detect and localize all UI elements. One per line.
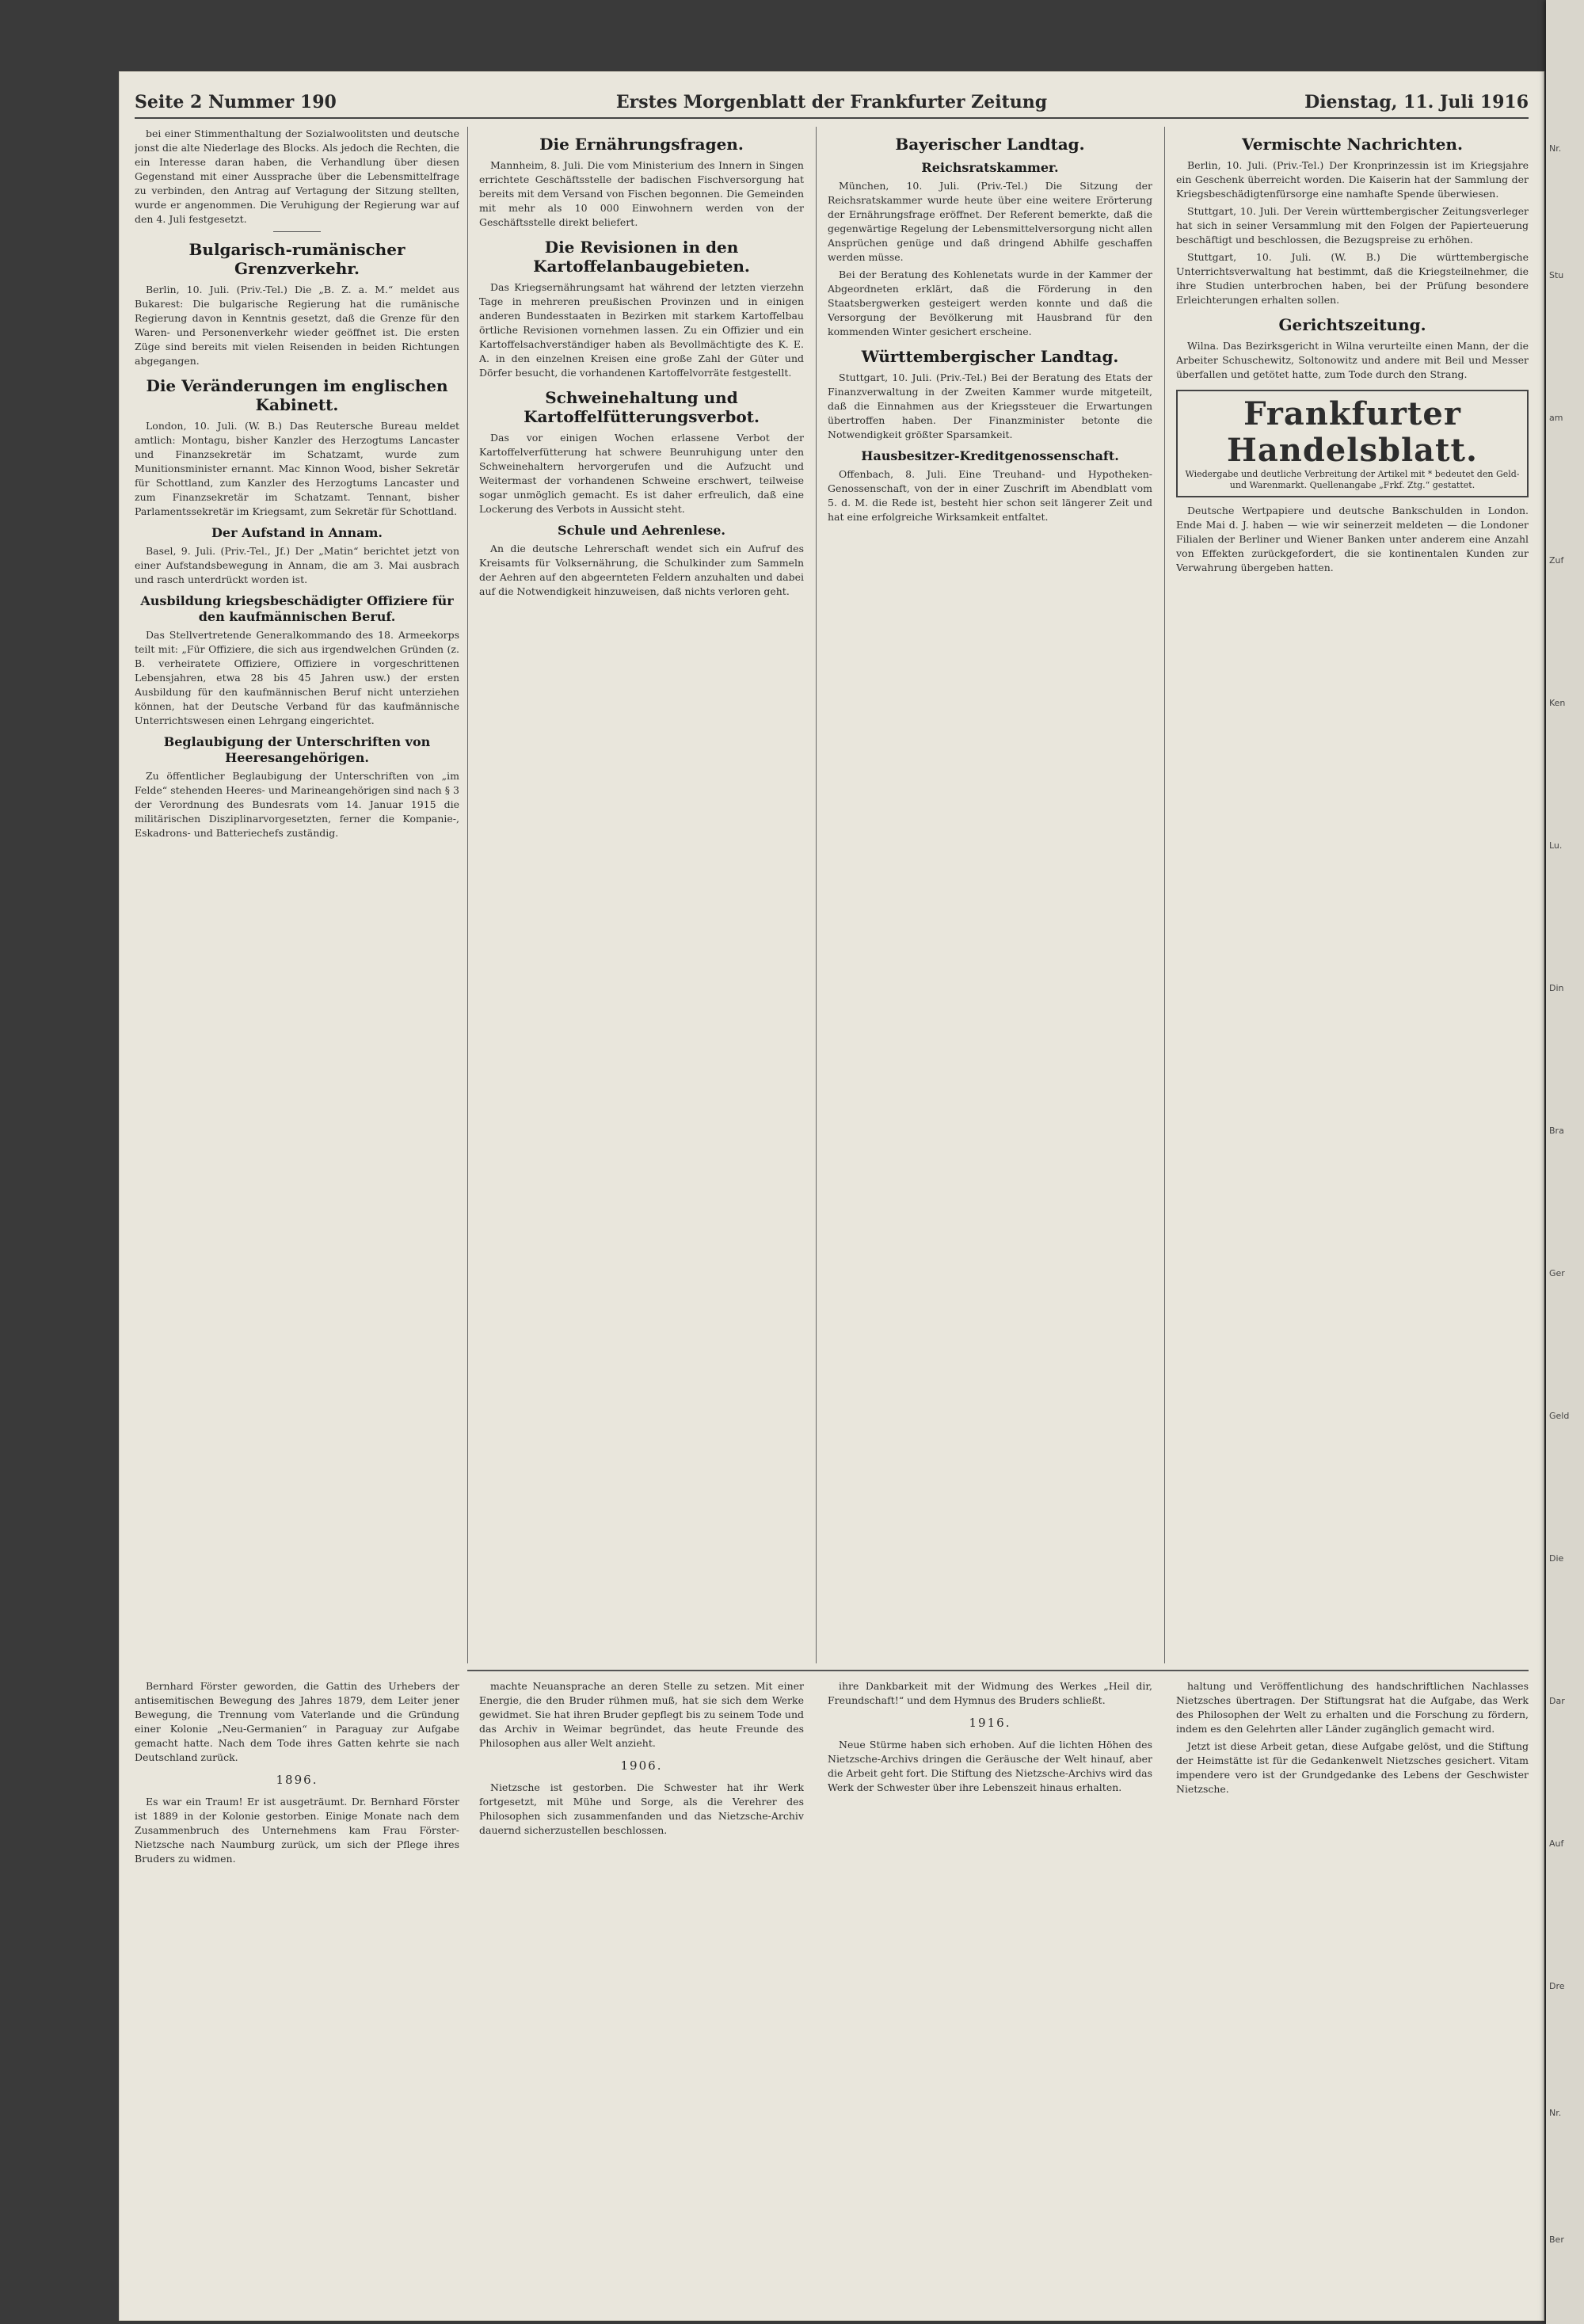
article-text: An die deutsche Lehrerschaft wendet sich ein Aufruf des Kreisamts für Volksernährung, die Schulkinder zum Sammeln der Aehren auf den abgeernteten Feldern anzuhalten und dabei auf die Notwendigkeit hinzuweisen, daß nichts verloren geht. (479, 543, 804, 597)
newspaper-masthead: Erstes Morgenblatt der Frankfurter Zeitung (615, 92, 1048, 112)
article-headline: Die Revisionen in den Kartoffelanbaugebieten. (533, 238, 750, 276)
page-header (135, 87, 1529, 119)
article-headline: Hausbesitzer-Kreditgenossenschaft. (861, 448, 1119, 463)
article-headline: Die Veränderungen im englischen Kabinett. (146, 376, 448, 414)
section-year: 1916. (969, 1716, 1011, 1730)
article-text: Zu öffentlicher Beglaubigung der Unterschriften von „im Felde“ stehenden Heeres- und Marineangehörigen sind nach § 3 der Verordnung des Bundesrats vom 14. Januar 1915 die militärischen Disziplinarvorgesetzten, ferner die Kompanie-, Eskadrons- und Batteriechefs zuständig. (135, 770, 459, 839)
feuilleton-text: Bernhard Förster geworden, die Gattin des Urhebers der antisemitischen Bewegung des Jahres 1879, dem Leiter jener Bewegung, die Trennung vom Vaterlande und die Gründung einer Kolonie „Neu-Germanien“ in Paraguay zur Aufgabe gemacht hatte. Nach dem Tode ihres Gatten kehrte sie nach Deutschland zurück. (135, 1680, 459, 1763)
fragment: Ken (1549, 698, 1566, 708)
column-1 (135, 127, 459, 1671)
feuilleton-text: Es war ein Traum! Er ist ausgeträumt. Dr. Bernhard Förster ist 1889 in der Kolonie gestorben. Einige Monate nach dem Zusammenbruch des Unternehmens kam Frau Förster-Nietzsche nach Naumburg zurück, um sich der Pflege ihres Bruders zu widmen. (135, 1796, 459, 1865)
feuilleton-column-1 (135, 1679, 459, 2321)
issue-date: Dienstag, 11. Juli 1916 (1304, 92, 1529, 112)
article-text: bei einer Stimmenthaltung der Sozialwoolitsten und deutsche jonst die alte Niederlage des Blocks. Als jedoch die Rechten, die ein Interesse daran haben, die Verhandlung über diesen Gegenstand mit einer Aussprache über die Lebensmittelfrage zu verbinden, den Antrag auf Vertagung der Sitzung stellten, wurde er angenommen. Die Veruhigung der Regierung war auf den 4. Juli festgesetzt. (135, 128, 459, 225)
article-text: München, 10. Juli. (Priv.-Tel.) Die Sitzung der Reichsratskammer wurde heute über eine weitere Erörterung der Ernährungsfrage eröffnet. Der Referent bemerkte, daß die gegenwärtige Regelung der Lebensmittelversorgung nicht allen Ansprüchen genüge und daß dringend Abhilfe geschaffen werden müsse. (828, 180, 1152, 263)
article-text: Das Stellvertretende Generalkommando des 18. Armeekorps teilt mit: „Für Offiziere, die sich aus irgendwelchen Gründen (z. B. verheiratete Offiziere, Offiziere in vorgeschrittenen Lebensjahren, etwa 28 bis 45 Jahren usw.) der ersten Ausbildung für den kaufmännischen Beruf nicht unterziehen können, hat der Deutsche Verband für das kaufmännische Unterrichtswesen einen Lehrgang eingerichtet. (135, 629, 459, 726)
column-3 (828, 127, 1152, 1671)
article-headline: Die Ernährungsfragen. (539, 135, 744, 154)
article-text: Wilna. Das Bezirksgericht in Wilna verurteilte einen Mann, der die Arbeiter Schuschewitz, Soltonowitz und andere mit Beil und Messer überfallen und getötet hatte, zum Tode durch den Strang. (1176, 340, 1529, 380)
column-rule (467, 127, 468, 1663)
feuilleton-text: machte Neuansprache an deren Stelle zu setzen. Mit einer Energie, die den Bruder rühmen muß, hat sie sich dem Werke gewidmet. Sie hat ihren Bruder gepflegt bis zu seinem Tode und das Archiv in Weimar begründet, das heute Freunde des Philosophen aus aller Welt anzieht. (479, 1680, 804, 1749)
column-rule (1164, 127, 1165, 1663)
fragment: Stu (1549, 270, 1564, 280)
feuilleton-column-2 (479, 1679, 804, 2321)
article-text: Mannheim, 8. Juli. Die vom Ministerium des Innern in Singen errichtete Geschäftsstelle der badischen Fischversorgung hat bereits mit dem Versand von Fischen begonnen. Die Gemeinden mit mehr als 10 000 Einwohnern werden von der Geschäftsstelle direkt beliefert. (479, 159, 804, 228)
page-number: Seite 2 Nummer 190 (135, 92, 337, 112)
adjacent-page-strip (1546, 0, 1584, 2324)
article-text: Das vor einigen Wochen erlassene Verbot der Kartoffelverfütterung hat schwere Beunruhigung unter den Schweinehaltern hervorgerufen und die Aufzucht und Weitermast der vorhandenen Schweine erschwert, teilweise sogar unmöglich gemacht. Es ist daher erfreulich, daß eine Lockerung des Verbots in Aussicht steht. (479, 432, 804, 515)
handelsblatt-masthead (1176, 390, 1529, 497)
fragment: Zuf (1549, 555, 1564, 566)
fragment: Auf (1549, 1838, 1564, 1849)
article-text: Offenbach, 8. Juli. Eine Treuhand- und Hypotheken-Genossenschaft, von der in einer Zuschrift im Abendblatt vom 5. d. M. die Rede ist, besteht hier schon seit längerer Zeit und hat eine erfolgreiche Wirksamkeit entfaltet. (828, 468, 1152, 523)
fragment: Bra (1549, 1126, 1564, 1136)
article-headline: Schule und Aehrenlese. (558, 523, 725, 538)
fragment: Die (1549, 1553, 1564, 1564)
article-text: Stuttgart, 10. Juli. (W. B.) Die württembergische Unterrichtsverwaltung hat bestimmt, daß die Kriegsteilnehmer, die ihre Studien unterbrochen haben, bei der Prüfung besondere Erleichterungen erhalten sollen. (1176, 251, 1529, 306)
section-year: 1906. (620, 1758, 663, 1773)
fragment: Geld (1549, 1411, 1570, 1421)
fragment: Dar (1549, 1696, 1565, 1706)
feuilleton-column-4 (1176, 1679, 1529, 2321)
article-headline: Gerichtszeitung. (1278, 315, 1426, 334)
feuilleton-text: Neue Stürme haben sich erhoben. Auf die lichten Höhen des Nietzsche-Archivs dringen die Geräusche der Welt hinauf, aber die Arbeit geht fort. Die Stiftung des Nietzsche-Archivs wird das Werk der Schwester über ihre Lebenszeit hinaus erhalten. (828, 1739, 1152, 1793)
feuilleton-column-3 (828, 1679, 1152, 2321)
article-headline: Der Aufstand in Annam. (211, 525, 383, 540)
fragment: Din (1549, 983, 1564, 993)
column-4 (1176, 127, 1529, 1671)
article-text: Deutsche Wertpapiere und deutsche Bankschulden in London. Ende Mai d. J. haben — wie wir seinerzeit meldeten — die Londoner Filialen der Berliner und Wiener Banken unter anderem eine Anzahl von Effekten zurückgefordert, die sie kontinentalen Kunden zur Verwahrung übergeben hatten. (1176, 505, 1529, 573)
article-text: Stuttgart, 10. Juli. (Priv.-Tel.) Bei der Beratung des Etats der Finanzverwaltung in der Zweiten Kammer wurde mitgeteilt, daß die Einnahmen aus der Kriegssteuer die Erwartungen übertroffen haben. Der Finanzminister betonte die Notwendigkeit größter Sparsamkeit. (828, 371, 1152, 440)
article-headline: Bulgarisch-rumänischer Grenzverkehr. (188, 240, 406, 278)
fragment: Nr. (1549, 143, 1562, 154)
article-text: Berlin, 10. Juli. (Priv.-Tel.) Die „B. Z. a. M.“ meldet aus Bukarest: Die bulgarische Regierung hat die rumänische Regierung davon in Kenntnis gesetzt, daß die Grenze für den Waren- und Personenverkehr wieder geöffnet ist. Die ersten Züge sind bereits mit vielen Reisenden in beiden Richtungen abgegangen. (135, 284, 459, 367)
handelsblatt-notice: Wiedergabe und deutliche Verbreitung der Artikel mit * bedeutet den Geld- und Warenmarkt. Quellenangabe „Frkf. Ztg.“ gestattet. (1185, 469, 1520, 490)
article-headline: Beglaubigung der Unterschriften von Heeresangehörigen. (163, 734, 431, 765)
feuilleton-text: haltung und Veröffentlichung des handschriftlichen Nachlasses Nietzsches übertragen. Der Stiftungsrat hat die Aufgabe, das Werk des Philosophen der Welt zu erhalten und die Forschung zu fördern, indem es den Gelehrten aller Länder zugänglich gemacht wird. (1176, 1680, 1529, 1735)
section-year: 1896. (276, 1773, 318, 1787)
fragment: Lu. (1549, 840, 1563, 851)
article-headline: Vermischte Nachrichten. (1242, 135, 1463, 154)
article-text: Das Kriegsernährungsamt hat während der letzten vierzehn Tage in mehreren preußischen Provinzen und in einigen anderen Bundesstaaten in Bezirken mit starkem Kartoffelbau örtliche Revisionen vornehmen lassen. Zu ein Offizier und ein Kartoffelsachverständiger haben als Bevollmächtigte des K. E. A. in den einzelnen Kreisen eine große Zahl der Güter und Dörfer besucht, die vorhandenen Kartoffelvorräte festgestellt. (479, 281, 804, 379)
newspaper-page (119, 71, 1544, 2321)
fragment: Dre (1549, 1981, 1565, 1991)
article-subheadline: Reichsratskammer. (921, 160, 1059, 175)
column-2 (479, 127, 804, 1671)
feuilleton-text: ihre Dankbarkeit mit der Widmung des Werkes „Heil dir, Freundschaft!“ und dem Hymnus des Bruders schließt. (828, 1680, 1152, 1706)
article-text: Basel, 9. Juli. (Priv.-Tel., Jf.) Der „Matin“ berichtet jetzt von einer Aufstandsbewegung in Annam, die am 3. Mai ausbrach und rasch unterdrückt worden ist. (135, 545, 459, 585)
handelsblatt-title: Frankfurter Handelsblatt. (1227, 395, 1478, 469)
column-rule (816, 127, 817, 1663)
fragment: am (1549, 413, 1563, 423)
fragment: Ger (1549, 1268, 1565, 1278)
fragment: Nr. (1549, 2108, 1562, 2118)
article-text: Berlin, 10. Juli. (Priv.-Tel.) Der Kronprinzessin ist im Kriegsjahre ein Geschenk überreicht worden. Die Kaiserin hat der Sammlung der Kriegsbeschädigtenfürsorge eine namhafte Spende überwiesen. (1176, 159, 1529, 200)
feuilleton-text: Nietzsche ist gestorben. Die Schwester hat ihr Werk fortgesetzt, mit Mühe und Sorge, als die Verehrer des Philosophen sich zusammenfanden und das Nietzsche-Archiv dauernd sicherzustellen beschlossen. (479, 1781, 804, 1836)
article-text: London, 10. Juli. (W. B.) Das Reutersche Bureau meldet amtlich: Montagu, bisher Kanzler des Herzogtums Lancaster und Finanzsekretär im Schatzamt, wurde zum Munitionsminister ernannt. Mac Kinnon Wood, bisher Sekretär für Schottland, zum Kanzler des Herzogtums Lancaster und zum Finanzsekretär im Schatzamt. Tennant, bisher Parlamentssekretär im Kriegsamt, zum Sekretär für Schottland. (135, 420, 459, 517)
article-headline: Bayerischer Landtag. (895, 135, 1085, 154)
article-text: Bei der Beratung des Kohlenetats wurde in der Kammer der Abgeordneten erklärt, daß die Förderung in den Staatsbergwerken gesteigert werden konnte und daß die Versorgung der Bevölkerung mit Hausbrand für den kommenden Winter gesichert erscheine. (828, 269, 1152, 337)
article-headline: Ausbildung kriegsbeschädigter Offiziere für den kaufmännischen Beruf. (140, 593, 454, 624)
feuilleton-text: Jetzt ist diese Arbeit getan, diese Aufgabe gelöst, und die Stiftung der Heimstätte ist für die Gedankenwelt Nietzsches gesichert. Vitam impendere vero ist der Grundgedanke des Lebens der Geschwister Nietzsche. (1176, 1740, 1529, 1795)
fragment: Ber (1549, 2234, 1564, 2245)
article-headline: Schweinehaltung und Kartoffelfütterungsverbot. (524, 388, 760, 426)
article-text: Stuttgart, 10. Juli. Der Verein württembergischer Zeitungsverleger hat sich in seiner Versammlung mit den Folgen der Papierteuerung beschäftigt und beschlossen, die Bezugspreise zu erhöhen. (1176, 205, 1529, 246)
article-headline: Württembergischer Landtag. (861, 347, 1119, 366)
